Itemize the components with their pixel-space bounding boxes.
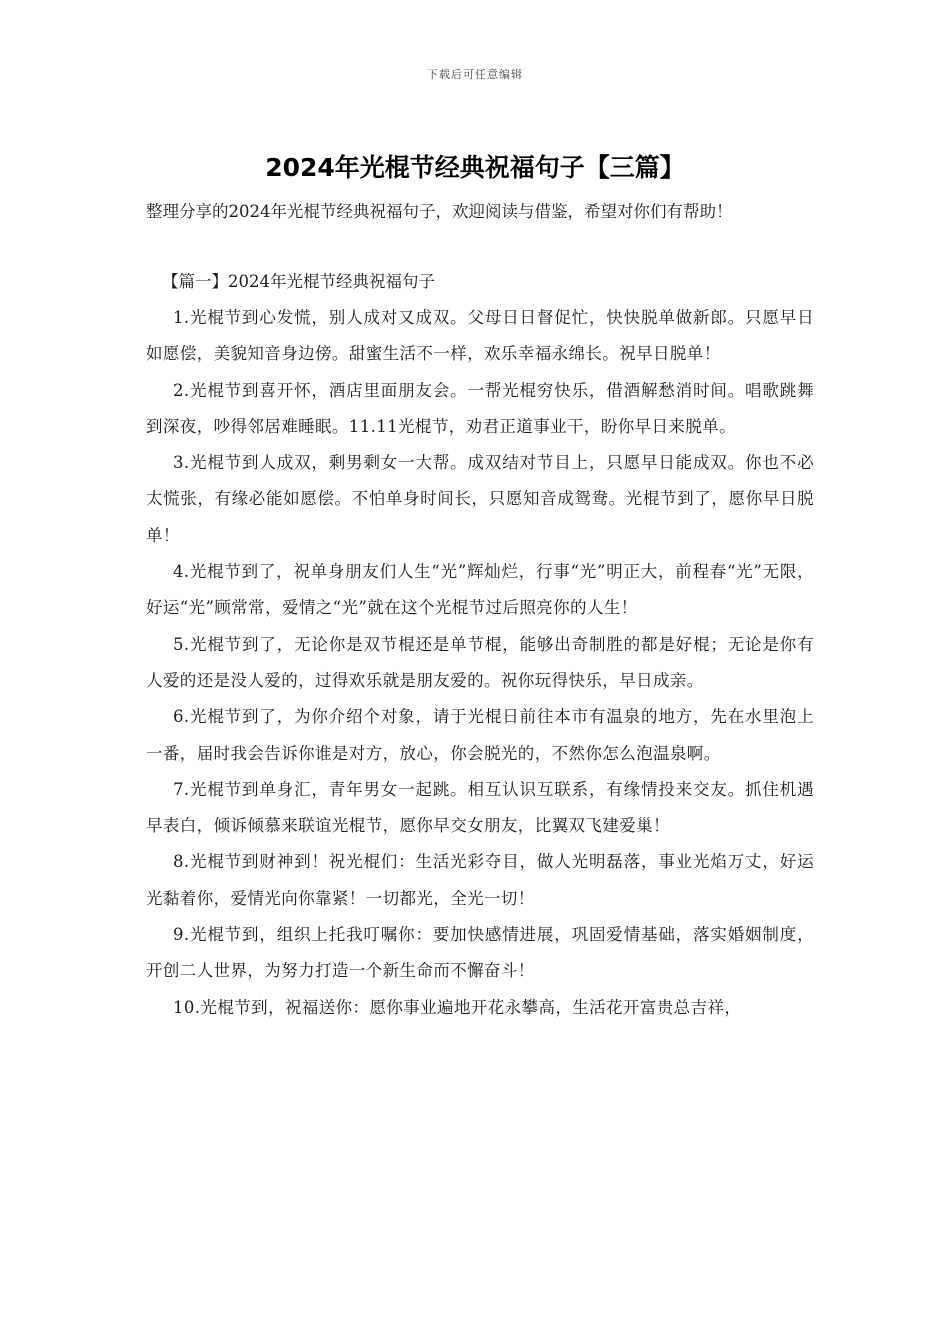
paragraph-10: 10.光棍节到，祝福送你：愿你事业遍地开花永攀高，生活花开富贵总吉祥， [173,997,742,1017]
paragraph-6: 6.光棍节到了，为你介绍个对象，请于光棍日前往本市有温泉的地方，先在水里泡上一番，届时我会告诉你谁是对方，放心，你会脱光的，不然你怎么泡温泉啊。 [146,707,814,763]
paragraph-2: 2.光棍节到喜开怀，酒店里面朋友会。一帮光棍穷快乐，借酒解愁消时间。唱歌跳舞到深夜，吵得邻居难睡眠。11.11光棍节，劝君正道事业干，盼你早日来脱单。 [146,380,814,436]
body-text [146,300,814,1026]
paragraph-1: 1.光棍节到心发慌，别人成对又成双。父母日日督促忙，快快脱单做新郎。只愿早日如愿偿，美貌知音身边傍。甜蜜生活不一样，欢乐幸福永绵长。祝早日脱单！ [146,308,814,364]
paragraph-7: 7.光棍节到单身汇，青年男女一起跳。相互认识互联系，有缘情投来交友。抓住机遇早表白，倾诉倾慕来联谊光棍节，愿你早交女朋友，比翼双飞建爱巢！ [146,779,814,836]
paragraph-5: 5.光棍节到了，无论你是双节棍还是单节棍，能够出奇制胜的都是好棍；无论是你有人爱的还是没人爱的，过得欢乐就是朋友爱的。祝你玩得快乐，早日成亲。 [146,634,814,690]
paragraph-9: 9.光棍节到，组织上托我叮嘱你：要加快感情进展，巩固爱情基础，落实婚姻制度，开创二人世界，为努力打造一个新生命而不懈奋斗！ [146,925,814,981]
intro-paragraph: 整理分享的2024年光棍节经典祝福句子，欢迎阅读与借鉴，希望对你们有帮助！ [146,202,733,221]
section-heading: 【篇一】2024年光棍节经典祝福句子 [162,272,435,291]
paragraph-3: 3.光棍节到人成双，剩男剩女一大帮。成双结对节目上，只愿早日能成双。你也不必太慌张，有缘必能如愿偿。不怕单身时间长，只愿知音成鸳鸯。光棍节到了，愿你早日脱单！ [146,453,814,545]
document-title: 2024年光棍节经典祝福句子【三篇】 [265,153,685,182]
paragraph-4: 4.光棍节到了，祝单身朋友们人生“光”辉灿烂，行事“光”明正大，前程春“光”无限，好运“光”顾常常，爱情之“光”就在这个光棍节过后照亮你的人生！ [146,562,814,618]
paragraph-8: 8.光棍节到财神到！祝光棍们：生活光彩夺目，做人光明磊落，事业光焰万丈，好运光黏着你，爱情光向你靠紧！一切都光，全光一切！ [146,852,814,908]
header-note: 下载后可任意编辑 [427,68,523,81]
